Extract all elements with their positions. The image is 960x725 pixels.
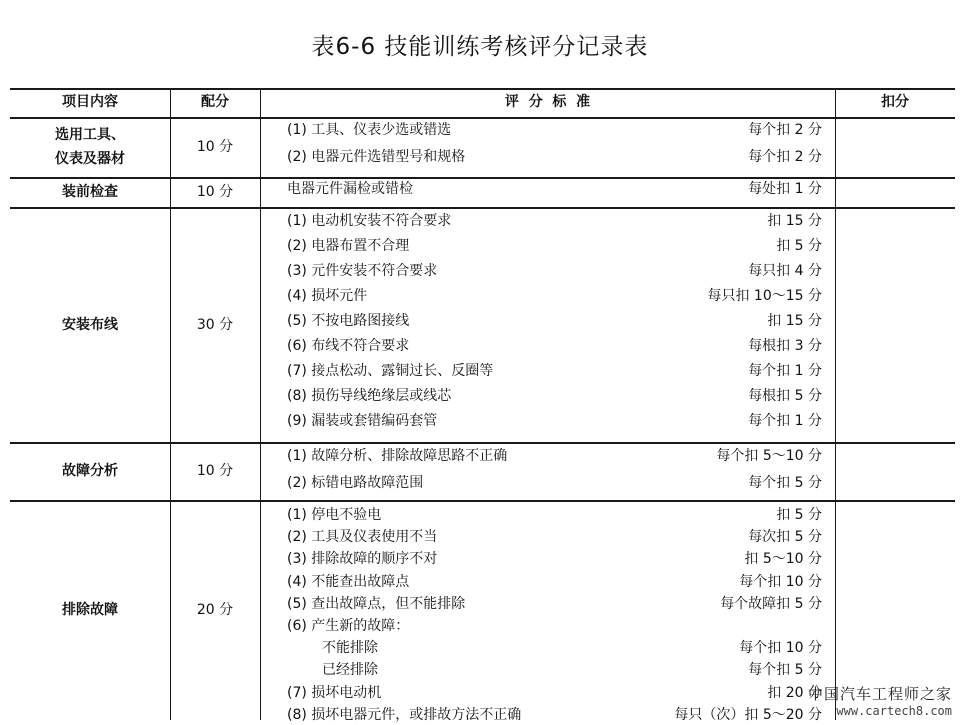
criterion-penalty: 每个扣 1 分 (748, 363, 822, 379)
criterion-text: (4) 不能查出故障点 (287, 573, 410, 590)
criterion-penalty: 每处扣 1 分 (748, 181, 822, 197)
score-value: 10 分 (196, 139, 234, 155)
row-divider (10, 88, 955, 90)
item-label: 故障分析 (62, 463, 118, 479)
criterion-penalty: 每个扣 10 分 (739, 640, 822, 657)
site-watermark (808, 683, 952, 718)
criterion-penalty: 扣 15 分 (767, 313, 822, 329)
criterion-penalty: 每个扣 5 分 (748, 662, 822, 679)
header-deduct: 扣分 (881, 94, 909, 110)
criterion-text: (7) 损坏电动机 (287, 684, 382, 701)
criterion-text: (6) 布线不符合要求 (287, 338, 410, 354)
criterion-text: (7) 接点松动、露铜过长、反圈等 (287, 363, 494, 379)
criterion-text: (6) 产生新的故障： (287, 618, 410, 634)
item-label: 装前检查 (62, 184, 118, 200)
column-divider (260, 88, 261, 720)
score-value: 10 分 (196, 463, 234, 479)
score-value: 20 分 (196, 602, 234, 618)
criterion-penalty: 每只（次）扣 5～20 分 (674, 706, 822, 723)
header-criteria: 评 分 标 准 (504, 94, 591, 110)
criterion-text: 电器元件漏检或错检 (287, 181, 413, 197)
item-label: 安装布线 (62, 316, 118, 333)
criterion-text: 不能排除 (322, 640, 378, 657)
criterion-penalty: 每只扣 10～15 分 (707, 288, 822, 304)
criterion-penalty: 每个扣 5 分 (748, 475, 822, 491)
criterion-penalty: 每个扣 1 分 (748, 413, 822, 429)
column-divider (835, 88, 836, 720)
row-divider (10, 500, 955, 502)
criterion-penalty: 每根扣 5 分 (748, 388, 822, 404)
criterion-penalty: 每次扣 5 分 (748, 529, 822, 546)
criterion-penalty: 扣 5 分 (776, 507, 822, 523)
criterion-penalty: 每个故障扣 5 分 (720, 595, 822, 612)
criterion-text: (3) 排除故障的顺序不对 (287, 551, 438, 568)
criterion-text: (5) 不按电路图接线 (287, 313, 410, 329)
row-divider (10, 117, 955, 119)
row-divider (10, 442, 955, 444)
item-label: 仪表及器材 (55, 151, 125, 167)
criterion-text: (8) 损伤导线绝缘层或线芯 (287, 388, 452, 404)
criterion-penalty: 每个扣 2 分 (748, 122, 822, 138)
criterion-penalty: 扣 15 分 (767, 213, 822, 229)
criterion-text: (9) 漏装或套错编码套管 (287, 413, 438, 429)
criterion-text: (1) 停电不验电 (287, 507, 382, 523)
criterion-text: (5) 查出故障点，但不能排除 (287, 595, 466, 612)
table-title: 表6-6 技能训练考核评分记录表 (311, 34, 649, 60)
criterion-text: (2) 电器元件选错型号和规格 (287, 149, 466, 165)
score-value: 30 分 (196, 316, 234, 333)
criterion-text: (1) 电动机安装不符合要求 (287, 213, 452, 229)
watermark-cn: 中国汽车工程师之家 (807, 685, 952, 703)
criterion-text: (1) 故障分析、排除故障思路不正确 (287, 448, 508, 464)
criterion-text: (1) 工具、仪表少选或错选 (287, 122, 452, 138)
criterion-penalty: 每个扣 2 分 (748, 149, 822, 165)
header-score: 配分 (201, 94, 229, 110)
watermark-url: www.cartech8.com (836, 704, 952, 718)
criterion-text: (2) 电器布置不合理 (287, 238, 410, 254)
row-divider (10, 207, 955, 209)
criterion-text: (3) 元件安装不符合要求 (287, 263, 438, 279)
criterion-penalty: 扣 20 分 (767, 684, 822, 701)
criterion-penalty: 每根扣 3 分 (748, 338, 822, 354)
score-value: 10 分 (196, 184, 234, 200)
criterion-text: (8) 损坏电器元件，或排故方法不正确 (287, 706, 522, 723)
criterion-text: 已经排除 (322, 662, 378, 679)
criterion-penalty: 每个扣 5～10 分 (716, 448, 822, 464)
criterion-penalty: 每个扣 10 分 (739, 573, 822, 590)
criterion-text: (2) 工具及仪表使用不当 (287, 529, 438, 546)
item-label: 排除故障 (62, 602, 118, 618)
item-label: 选用工具、 (55, 127, 125, 143)
criterion-penalty: 每只扣 4 分 (748, 263, 822, 279)
header-item: 项目内容 (62, 94, 118, 110)
criterion-penalty: 扣 5 分 (776, 238, 822, 254)
criterion-text: (4) 损坏元件 (287, 288, 368, 304)
criterion-text: (2) 标错电路故障范围 (287, 475, 424, 491)
criterion-penalty: 扣 5～10 分 (744, 551, 822, 568)
